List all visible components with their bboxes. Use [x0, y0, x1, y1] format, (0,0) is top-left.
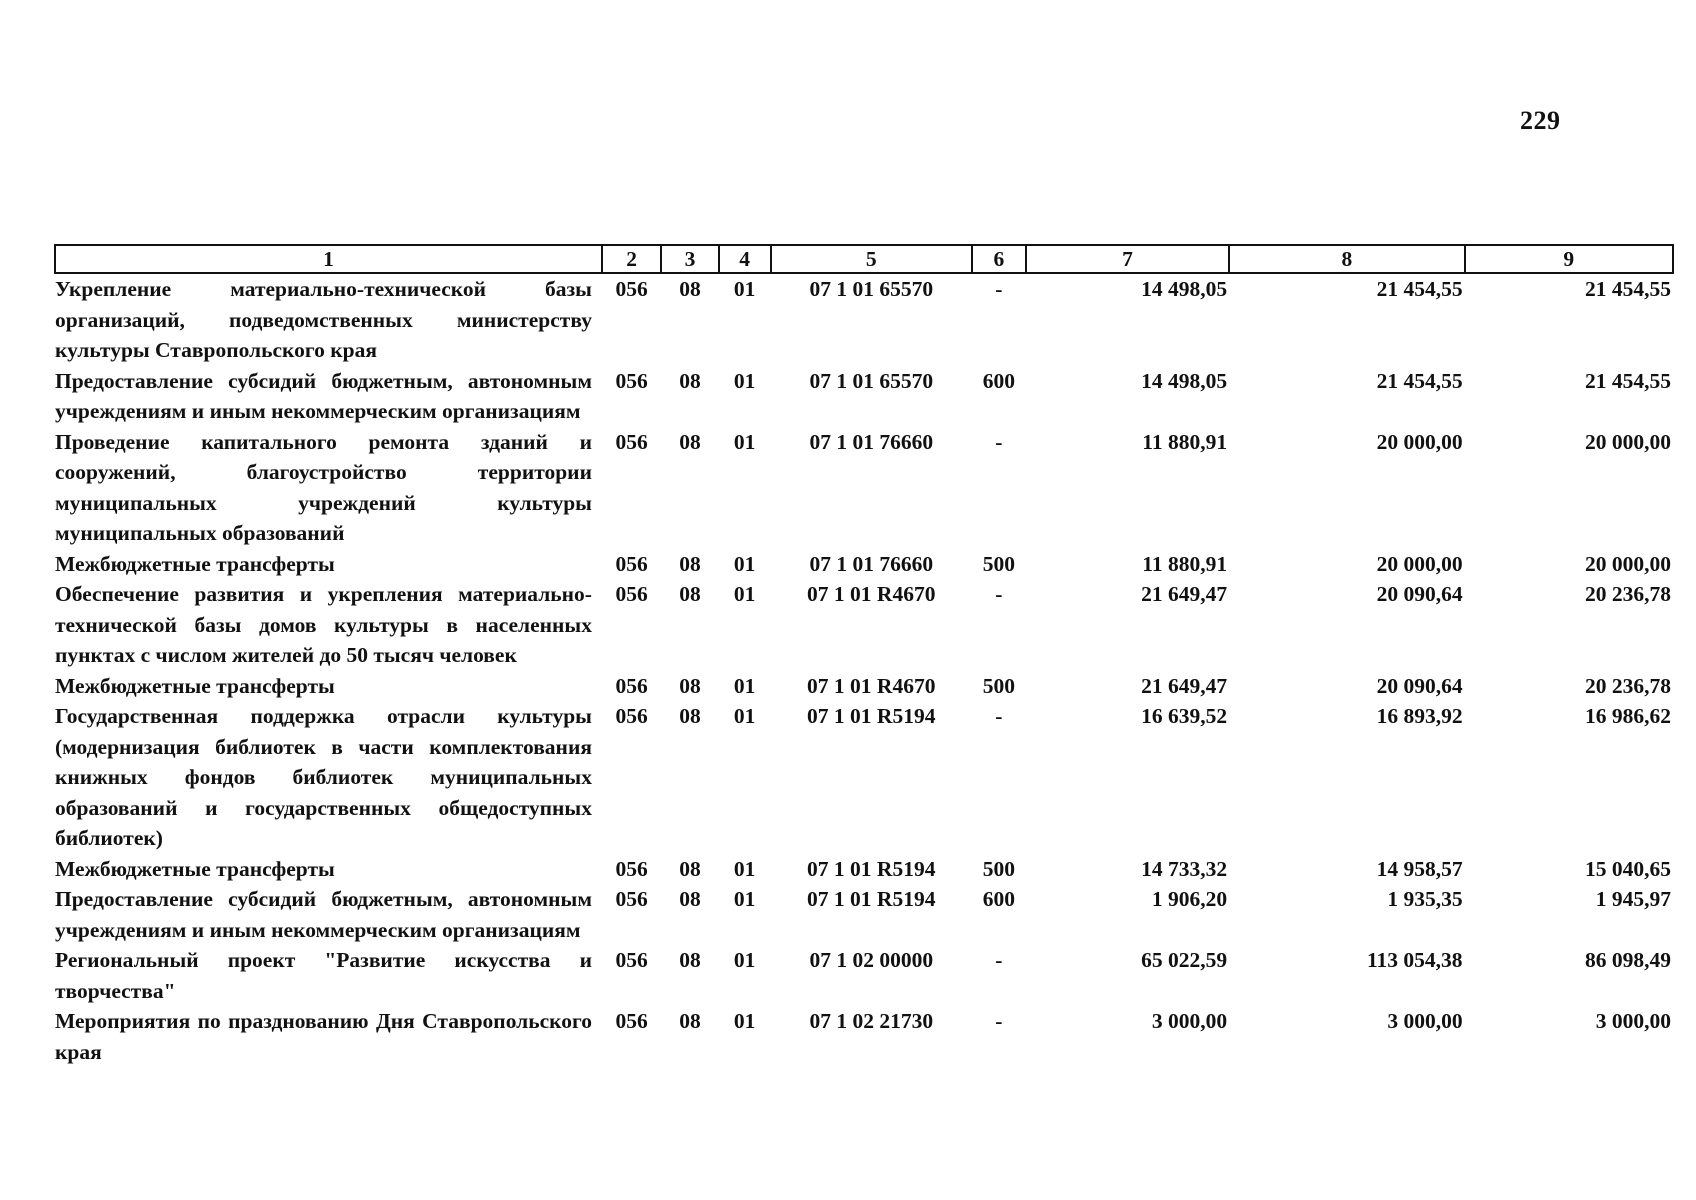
row-col-5: 07 1 01 65570: [809, 277, 934, 301]
row-col-8: 21 454,55: [1376, 368, 1463, 393]
row-name: Мероприятия по празднованию Дня Ставропольского края: [55, 1009, 592, 1064]
row-col-7: 11 880,91: [1142, 429, 1228, 454]
row-col-2: 056: [615, 368, 648, 393]
row-col-2: 056: [615, 948, 648, 972]
row-col-9: 86 098,49: [1585, 948, 1671, 972]
row-col-7: 65 022,59: [1141, 948, 1228, 972]
row-col-5: 07 1 01 65570: [809, 368, 934, 393]
row-col-9: 16 986,62: [1585, 704, 1671, 728]
row-col-2: 056: [615, 429, 648, 454]
row-col-4: 01: [733, 704, 756, 728]
header-col-3: 3: [661, 245, 718, 273]
row-col-5: 07 1 02 00000: [809, 948, 934, 972]
row-col-9: 20 000,00: [1585, 551, 1671, 576]
row-col-3: 08: [679, 948, 701, 972]
row-col-8: 21 454,55: [1376, 277, 1463, 301]
row-col-6: 600: [982, 887, 1015, 911]
table-row: [55, 427, 1673, 549]
header-col-1: 1: [55, 245, 602, 273]
row-col-5: 07 1 01 R4670: [807, 582, 936, 606]
row-col-4: 01: [733, 277, 756, 301]
row-col-3: 08: [679, 673, 701, 698]
row-col-9: 1 945,97: [1595, 887, 1671, 911]
table-row: [55, 854, 1673, 885]
row-col-3: 08: [679, 887, 701, 911]
row-col-5: 07 1 01 R5194: [807, 856, 936, 881]
row-col-5: 07 1 01 R5194: [807, 704, 936, 728]
row-col-3: 08: [679, 704, 701, 728]
table-header: [55, 245, 1673, 273]
row-col-5: 07 1 02 21730: [809, 1009, 934, 1033]
row-col-4: 01: [733, 368, 756, 393]
budget-table: [54, 244, 1674, 1067]
row-col-7: 1 906,20: [1151, 887, 1228, 911]
header-col-4: 4: [719, 245, 771, 273]
row-col-7: 14 498,05: [1141, 368, 1228, 393]
row-col-4: 01: [733, 948, 756, 972]
row-col-9: 21 454,55: [1585, 368, 1671, 393]
table-row: [55, 549, 1673, 580]
row-name: Проведение капитального ремонта зданий и сооружений, благоустройство территории муниципальных учреждений культуры муниципальных образований: [55, 429, 592, 545]
table-row: [55, 579, 1673, 671]
header-col-6: 6: [972, 245, 1026, 273]
table-row: [55, 1006, 1673, 1067]
row-col-4: 01: [733, 582, 756, 606]
row-col-3: 08: [679, 429, 701, 454]
row-col-6: -: [995, 704, 1003, 728]
row-col-9: 20 000,00: [1585, 429, 1671, 454]
table-row: [55, 945, 1673, 1006]
row-col-3: 08: [679, 1009, 701, 1033]
row-col-2: 056: [615, 1009, 648, 1033]
row-col-6: -: [995, 429, 1003, 454]
row-col-2: 056: [615, 856, 648, 881]
row-col-8: 16 893,92: [1376, 704, 1463, 728]
row-col-6: 500: [982, 551, 1015, 576]
row-name: Обеспечение развития и укрепления материально-технической базы домов культуры в населенных пунктах с числом жителей до 50 тысяч человек: [55, 582, 592, 667]
row-col-5: 07 1 01 R5194: [807, 887, 936, 911]
row-col-9: 3 000,00: [1595, 1009, 1671, 1033]
header-col-8: 8: [1229, 245, 1464, 273]
row-col-6: -: [995, 582, 1003, 606]
row-col-2: 056: [615, 673, 648, 698]
row-col-8: 20 000,00: [1376, 551, 1463, 576]
row-col-4: 01: [733, 429, 756, 454]
row-name: Государственная поддержка отрасли культуры (модернизация библиотек в части комплектования книжных фондов библиотек муниципальных образований и государственных общедоступных библиотек): [55, 704, 592, 850]
row-name: Предоставление субсидий бюджетным, автономным учреждениям и иным некоммерческим организациям: [55, 887, 592, 942]
row-col-6: -: [995, 1009, 1003, 1033]
row-col-3: 08: [679, 856, 701, 881]
row-name: Межбюджетные трансферты: [55, 673, 335, 698]
table-row: [55, 671, 1673, 702]
row-col-6: 600: [982, 368, 1015, 393]
row-col-9: 15 040,65: [1585, 856, 1671, 881]
row-col-5: 07 1 01 76660: [809, 551, 934, 576]
row-col-8: 113 054,38: [1366, 948, 1463, 972]
row-col-7: 11 880,91: [1142, 551, 1228, 576]
row-name: Межбюджетные трансферты: [55, 551, 335, 576]
row-col-9: 21 454,55: [1585, 277, 1671, 301]
row-col-8: 14 958,57: [1376, 856, 1463, 881]
row-col-7: 3 000,00: [1151, 1009, 1228, 1033]
header-col-5: 5: [771, 245, 972, 273]
row-col-7: 21 649,47: [1141, 673, 1228, 698]
row-col-2: 056: [615, 887, 648, 911]
table-row: [55, 884, 1673, 945]
row-name: Региональный проект "Развитие искусства и творчества": [55, 948, 592, 1003]
row-col-7: 14 733,32: [1141, 856, 1228, 881]
row-col-5: 07 1 01 76660: [809, 429, 934, 454]
row-col-7: 16 639,52: [1141, 704, 1228, 728]
row-col-4: 01: [733, 673, 756, 698]
row-col-8: 20 090,64: [1376, 582, 1463, 606]
row-col-3: 08: [679, 551, 701, 576]
table-row: [55, 366, 1673, 427]
header-row: [55, 245, 1673, 273]
table-row: [55, 701, 1673, 854]
row-col-5: 07 1 01 R4670: [807, 673, 936, 698]
table-row: [55, 274, 1673, 366]
row-col-8: 20 090,64: [1376, 673, 1463, 698]
row-col-4: 01: [733, 551, 756, 576]
row-col-3: 08: [679, 368, 701, 393]
row-col-6: -: [995, 948, 1003, 972]
row-col-8: 20 000,00: [1376, 429, 1463, 454]
row-col-3: 08: [679, 277, 701, 301]
header-col-9: 9: [1465, 245, 1673, 273]
row-name: Укрепление материально-технической базы организаций, подведомственных министерству культуры Ставропольского края: [55, 277, 592, 362]
row-col-2: 056: [615, 277, 648, 301]
row-col-6: 500: [982, 856, 1015, 881]
row-col-7: 14 498,05: [1141, 277, 1228, 301]
row-col-6: 500: [982, 673, 1015, 698]
row-col-2: 056: [615, 551, 648, 576]
row-col-3: 08: [679, 582, 701, 606]
row-col-7: 21 649,47: [1141, 582, 1228, 606]
row-col-6: -: [995, 277, 1003, 301]
row-col-9: 20 236,78: [1585, 673, 1671, 698]
row-name: Межбюджетные трансферты: [55, 856, 335, 881]
page-number: 229: [1520, 106, 1561, 135]
row-col-8: 3 000,00: [1387, 1009, 1463, 1033]
row-col-4: 01: [733, 887, 756, 911]
header-col-7: 7: [1026, 245, 1229, 273]
row-col-8: 1 935,35: [1387, 887, 1463, 911]
row-col-2: 056: [615, 704, 648, 728]
row-col-4: 01: [733, 856, 756, 881]
table-body: [55, 273, 1673, 1067]
row-col-4: 01: [733, 1009, 756, 1033]
header-col-2: 2: [602, 245, 661, 273]
row-col-9: 20 236,78: [1585, 582, 1671, 606]
row-col-2: 056: [615, 582, 648, 606]
row-name: Предоставление субсидий бюджетным, автономным учреждениям и иным некоммерческим организациям: [55, 368, 592, 423]
